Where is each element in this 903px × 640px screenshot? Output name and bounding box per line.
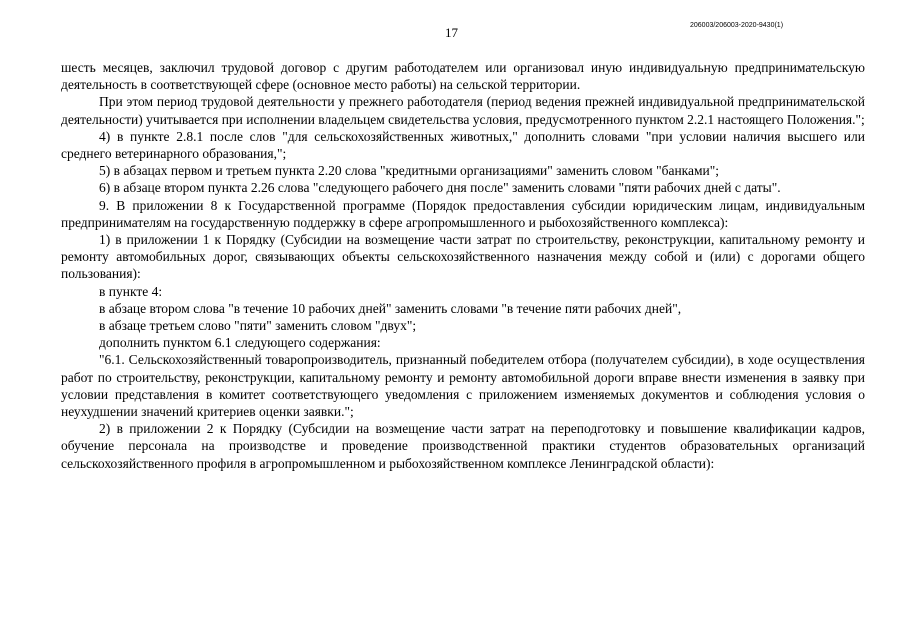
paragraph-annex-1: 1) в приложении 1 к Порядку (Субсидии на возмещение части затрат по строительству, реконструкции, капитальному ремонту и ремонту автомобильных дорог, связывающих объекты сельскохозяйственного назначения между собой и (или) с дорогами общего пользования): [61,232,865,282]
paragraph-employment-period: При этом период трудовой деятельности у прежнего работодателя (период ведения прежней индивидуальной предпринимательской деятельности) учитывается при исполнении владельцем свидетельства условия, предусмотренного пунктом 2.2.1 настоящего Положения."; [61,94,865,127]
paragraph-point-4: в пункте 4: [99,283,163,299]
paragraph-item-5: 5) в абзацах первом и третьем пункта 2.20 слова "кредитными организациями" заменить словом "банками"; [99,163,720,179]
paragraph-section-9: 9. В приложении 8 к Государственной программе (Порядок предоставления субсидии юридическим лицам, индивидуальным предпринимателям на государственную поддержку в сфере агропромышленного и рыбохозяйственного комплекса): [61,197,865,230]
paragraph-item-4: 4) в пункте 2.8.1 после слов "для сельскохозяйственных животных," дополнить словами "при условии наличия высшего или среднего ветеринарного образования,"; [61,128,865,162]
paragraph-item-6: 6) в абзаце втором пункта 2.26 слова "следующего рабочего дня после" заменить словами "пяти рабочих дней с даты". [99,180,781,196]
document-code: 206003/206003-2020-9430(1) [690,22,784,29]
paragraph-add-point-6-1: дополнить пунктом 6.1 следующего содержания: [99,335,381,351]
document-body [61,59,865,472]
paragraph-subpara-3: в абзаце третьем слово "пяти" заменить словом "двух"; [99,318,417,334]
page-number: 17 [445,25,458,40]
paragraph-continuation: шесть месяцев, заключил трудовой договор с другим работодателем или организовал иную индивидуальную предпринимательскую деятельность в соответствующей сфере (основное место работы) на сельской территории. [61,60,865,93]
paragraph-annex-2: 2) в приложении 2 к Порядку (Субсидии на возмещение части затрат на переподготовку и повышение квалификации кадров, обучение персонала на производстве и проведение производственной практики студентов образовательных организаций сельскохозяйственного профиля в агропромышленном и рыбохозяйственном комплексе Ленинградской области): [61,421,865,471]
paragraph-subpara-2: в абзаце втором слова "в течение 10 рабочих дней" заменить словами "в течение пяти рабочих дней", [99,300,682,316]
paragraph-point-6-1-text: "6.1. Сельскохозяйственный товаропроизводитель, признанный победителем отбора (получателем субсидии), в ходе осуществления работ по строительству, реконструкции, капитальному ремонту и ремонту автомобильной дороги вправе внести изменения в заявку при условии представления в комитет соответствующего уведомления с приложением изменяемых документов и соблюдения условия о неухудшении значений критериев оценки заявки."; [61,352,865,420]
